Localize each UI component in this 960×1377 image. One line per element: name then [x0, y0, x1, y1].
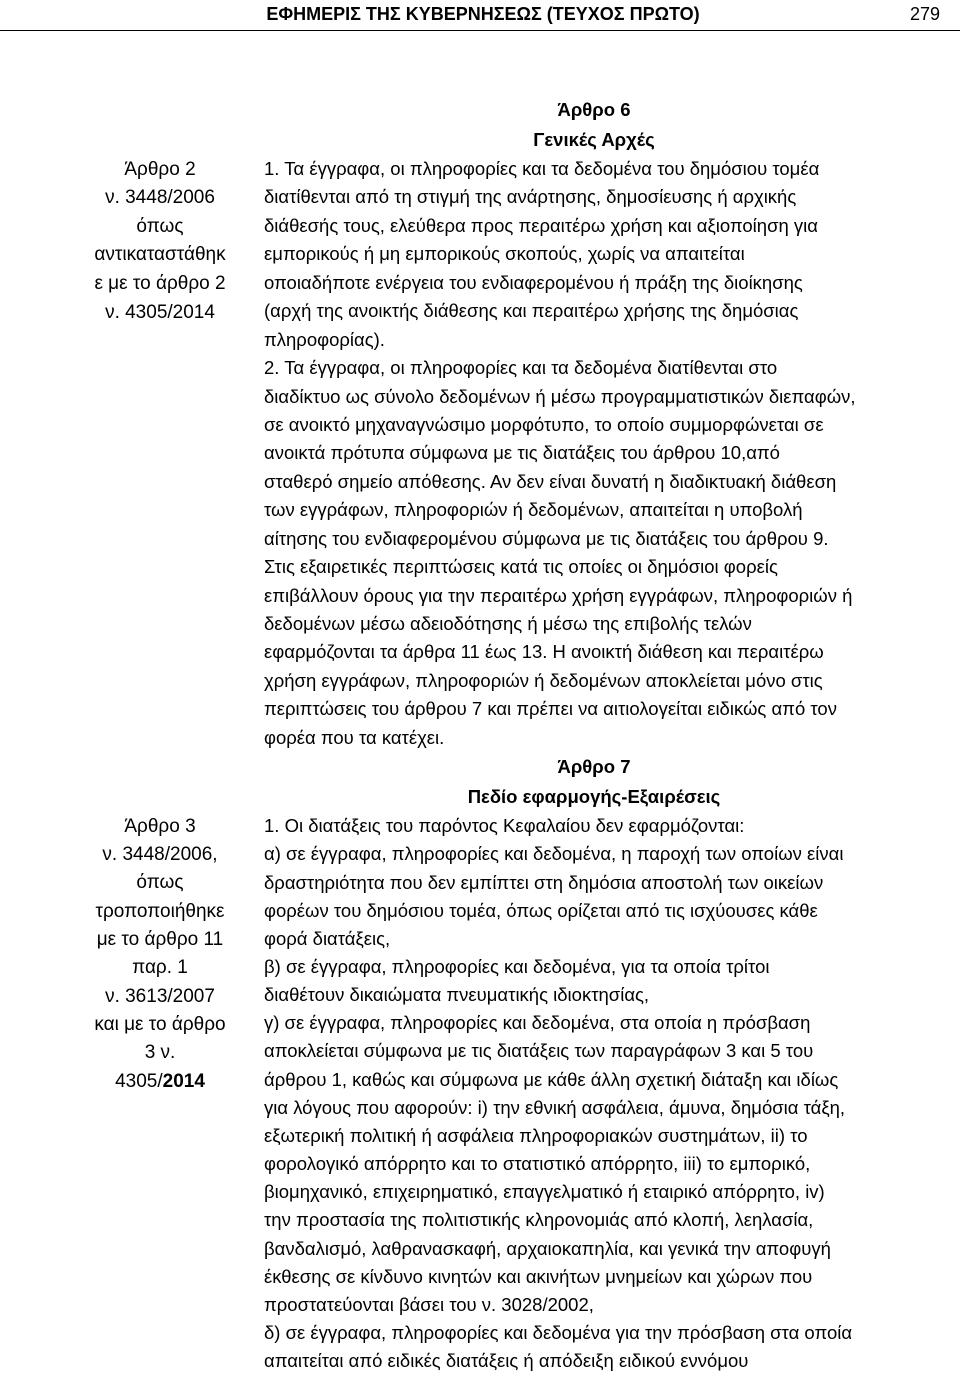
article-7-line: άρθρου 1, καθώς και σύμφωνα με κάθε άλλη σχετική διάταξη και ιδίως	[264, 1068, 839, 1090]
article-6-line: ανοικτά πρότυπα σύμφωνα με τις διατάξεις του άρθρου 10,από	[264, 442, 780, 464]
article-6-line: 1. Τα έγγραφα, οι πληροφορίες και τα δεδομένα του δημόσιου τομέα	[264, 158, 820, 179]
margin-note-line: ε με το άρθρο 2	[94, 273, 226, 295]
article-6-line: (αρχή της ανοικτής διάθεσης και περαιτέρω χρήσης της δημόσιας	[264, 300, 799, 322]
article-7-line: α) σε έγγραφα, πληροφορίες και δεδομένα, η παροχή των οποίων είναι	[264, 843, 844, 865]
article-7-line: βανδαλισμό, λαθρανασκαφή, αρχαιοκαπηλία, και γενικά την αποφυγή	[264, 1237, 831, 1259]
article-7-line: απαιτείται από ειδικές διατάξεις ή απόδειξη ειδικού εννόμου	[264, 1350, 749, 1372]
article-7-line: για λόγους που αφορούν: i) την εθνική ασφάλεια, άμυνα, δημόσια τάξη,	[264, 1096, 846, 1118]
margin-note-article-2	[70, 156, 250, 328]
margin-note-line: με το άρθρο 11	[96, 929, 224, 951]
article-7-line: φορέων του δημόσιου τομέα, όπως ορίζεται από τις ισχύουσες κάθε	[264, 899, 818, 921]
article-6-line: διατίθενται από τη στιγμή της ανάρτησης, δημοσίευσης ή αρχικής	[264, 186, 797, 208]
page-number: 279	[909, 4, 940, 24]
article-6-line: των εγγράφων, πληροφοριών ή δεδομένων, απαιτείται η υποβολή	[264, 499, 803, 521]
margin-note-line: και με το άρθρο	[94, 1013, 226, 1035]
article-6-line: περιπτώσεις του άρθρου 7 και πρέπει να αιτιολογείται ειδικώς από τον	[264, 698, 837, 720]
article-7-line: διαθέτουν δικαιώματα πνευματικής ιδιοκτησίας,	[264, 984, 650, 1006]
margin-note-line: αντικαταστάθηκ	[94, 244, 226, 266]
article-6-line: πληροφορίας).	[264, 328, 385, 350]
margin-note-line: ν. 3613/2007	[105, 985, 215, 1007]
main-text-column	[264, 95, 924, 1375]
margin-note-law-year: 2014	[162, 1070, 205, 1092]
margin-note-line: όπως	[136, 872, 184, 894]
article-6-line: αίτησης του ενδιαφερομένου σύμφωνα με τις διατάξεις του άρθρου 9.	[264, 527, 829, 549]
article-6-line: φορέα που τα κατέχει.	[264, 726, 445, 748]
article-6-body	[264, 155, 924, 752]
header-rule	[0, 30, 960, 31]
article-7-line: δ) σε έγγραφα, πληροφορίες και δεδομένα για την πρόσβαση στα οποία	[264, 1322, 853, 1343]
article-6-line: οποιαδήποτε ενέργεια του ενδιαφερομένου ή πράξη της διοίκησης	[264, 271, 803, 293]
article-7-line: αποκλείεται σύμφωνα με τις διατάξεις των παραγράφων 3 και 5 του	[264, 1040, 814, 1062]
article-7-line: βιομηχανικό, επιχειρηματικό, επαγγελματικό ή εταιρικό απόρρητο, iv)	[264, 1181, 825, 1203]
margin-note-line: ν. 3448/2006	[105, 187, 215, 209]
margin-note-line: Άρθρο 2	[124, 158, 196, 180]
article-6-line: εφαρμόζονται τα άρθρα 11 έως 13. Η ανοικτή διάθεση και περαιτέρω	[264, 641, 824, 663]
margin-note-line: 3 ν.	[144, 1042, 176, 1064]
margin-note-line: ν. 3448/2006,	[102, 844, 218, 866]
gazette-title: ΕΦΗΜΕΡΙΣ ΤΗΣ ΚΥΒΕΡΝΗΣΕΩΣ (ΤΕΥΧΟΣ ΠΡΩΤΟ)	[266, 4, 700, 24]
margin-note-law-number: 4305/	[115, 1070, 163, 1092]
article-7-line: εξωτερική πολιτική ή ασφάλεια πληροφοριακών συστημάτων, ii) το	[264, 1124, 808, 1146]
margin-note-line: τροποποιήθηκε	[95, 900, 225, 922]
article-6-line: σταθερό σημείο απόθεσης. Αν δεν είναι δυνατή η διαδικτυακή διάθεση	[264, 470, 837, 492]
article-7-line: 1. Οι διατάξεις του παρόντος Κεφαλαίου δεν εφαρμόζονται:	[264, 815, 745, 837]
margin-note-line: ν. 4305/2014	[105, 301, 215, 323]
margin-note-line: παρ. 1	[132, 957, 188, 979]
article-6-line: εμπορικούς ή μη εμπορικούς σκοπούς, χωρίς να απαιτείται	[264, 243, 745, 265]
article-7-line: β) σε έγγραφα, πληροφορίες και δεδομένα, για τα οποία τρίτοι	[264, 955, 770, 977]
margin-note-line: Άρθρο 3	[124, 815, 196, 837]
article-6-number: Άρθρο 6	[557, 99, 631, 120]
margin-note-article-3	[70, 813, 250, 1096]
article-7-line: έκθεσης σε κίνδυνο κινητών και ακινήτων μνημείων και χώρων που	[264, 1265, 813, 1287]
article-7-line: προστατεύονται βάσει του ν. 3028/2002,	[264, 1293, 594, 1315]
article-7-number: Άρθρο 7	[557, 756, 631, 778]
article-7-body	[264, 812, 924, 1375]
article-7-line: δραστηριότητα που δεν εμπίπτει στη δημόσια αποστολή των οικείων	[264, 871, 824, 893]
article-6-line: χρήση εγγράφων, πληροφοριών ή δεδομένων αποκλείεται μόνο στις	[264, 669, 823, 691]
article-6-line: διαδίκτυο ως σύνολο δεδομένων ή μέσω προγραμματιστικών διεπαφών,	[264, 385, 856, 407]
margin-note-line: όπως	[136, 215, 184, 237]
article-6-line: διάθεσής τους, ελεύθερα προς περαιτέρω χρήση και αξιοποίηση για	[264, 214, 818, 236]
article-7-title: Πεδίο εφαρμογής-Εξαιρέσεις	[467, 786, 721, 808]
article-6-line: δεδομένων μέσω αδειοδότησης ή μέσω της επιβολής τελών	[264, 613, 752, 634]
article-7-line: την προστασία της πολιτιστικής κληρονομιάς από κλοπή, λεηλασία,	[264, 1209, 814, 1231]
article-6-line: Στις εξαιρετικές περιπτώσεις κατά τις οποίες οι δημόσιοι φορείς	[264, 556, 778, 578]
article-7-line: γ) σε έγγραφα, πληροφορίες και δεδομένα, στα οποία η πρόσβαση	[264, 1012, 811, 1034]
article-6-line: σε ανοικτό μηχαναγνώσιμο μορφότυπο, το οποίο συμμορφώνεται σε	[264, 413, 824, 435]
article-7-line: φορολογικό απόρρητο και το στατιστικό απόρρητο, iii) το εμπορικό,	[264, 1153, 811, 1175]
article-6-line: επιβάλλουν όρους για την περαιτέρω χρήση εγγράφων, πληροφοριών ή	[264, 584, 853, 606]
article-7-line: φορά διατάξεις,	[264, 927, 391, 949]
margin-note-line	[70, 1068, 250, 1096]
article-6-line: 2. Τα έγγραφα, οι πληροφορίες και τα δεδομένα διατίθενται στο	[264, 357, 778, 379]
article-6-title: Γενικές Αρχές	[533, 129, 655, 150]
